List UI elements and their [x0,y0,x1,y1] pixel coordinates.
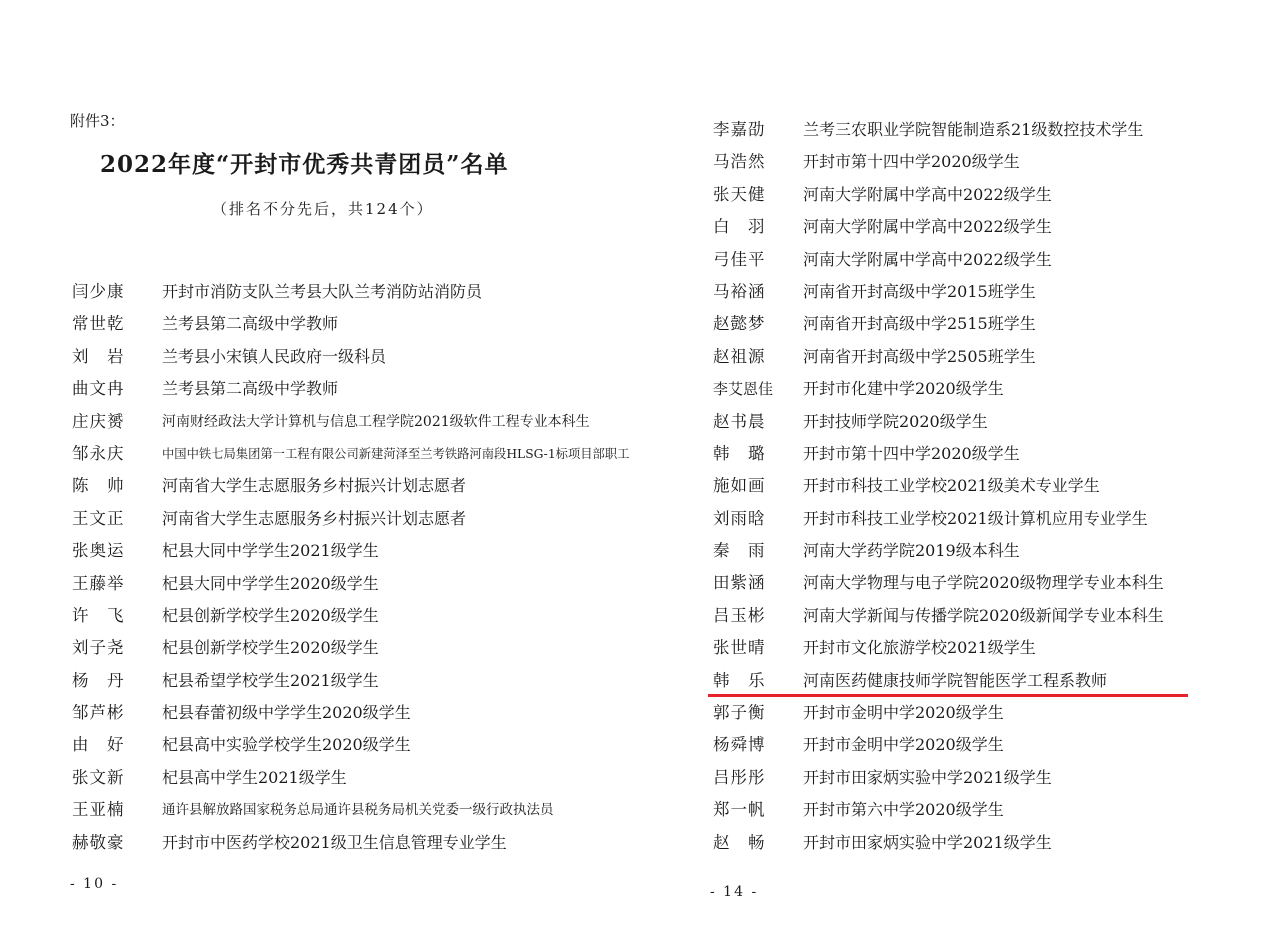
honoree-name: 郭子衡 [713,703,766,723]
list-item [72,729,629,761]
honoree-name: 李嘉劭 [713,120,766,139]
honoree-organization: 河南省大学生志愿服务乡村振兴计划志愿者 [162,508,467,528]
honoree-name: 吕玉彬 [713,605,766,625]
list-item [72,276,629,308]
honoree-organization: 兰考县第二高级中学教师 [162,314,339,334]
honoree-organization: 开封市化建中学2020级学生 [803,379,1004,399]
honoree-organization: 开封技师学院2020级学生 [803,411,988,431]
honoree-name: 杨舜博 [713,735,766,755]
honoree-name: 施如画 [713,476,766,496]
list-item [72,341,629,373]
honoree-name: 马浩然 [713,152,766,172]
honoree-name: 张世晴 [713,638,766,658]
list-item [72,535,629,567]
red-underline-annotation [708,694,1188,697]
honoree-organization: 开封市科技工业学校2021级计算机应用专业学生 [803,508,1148,528]
list-item [713,470,1164,502]
honoree-name: 庄庆赟 [72,411,125,431]
list-item [72,470,629,502]
honoree-name: 张文新 [72,767,125,787]
honoree-organization: 开封市消防支队兰考县大队兰考消防站消防员 [162,282,483,301]
page-number: - 10 - [70,876,119,892]
honoree-name: 吕彤彤 [713,767,766,787]
honoree-organization: 河南省开封高级中学2515班学生 [803,314,1036,334]
list-item [713,276,1164,308]
honoree-organization: 开封市第十四中学2020级学生 [803,152,1020,172]
document-title: 2022年度“开封市优秀共青团员”名单 [100,151,509,178]
honoree-name: 由 好 [72,735,125,755]
honoree-organization: 河南财经政法大学计算机与信息工程学院2021级软件工程专业本科生 [162,413,590,430]
honoree-organization: 开封市科技工业学校2021级美术专业学生 [803,476,1100,496]
honoree-name: 王亚楠 [72,800,125,820]
list-item [72,762,629,794]
list-item [72,827,629,859]
honoree-organization: 河南大学附属中学高中2022级学生 [803,249,1052,269]
honoree-organization: 河南大学附属中学高中2022级学生 [803,184,1052,204]
honoree-name: 李艾恩佳 [713,380,774,399]
honoree-name: 陈 帅 [72,476,125,496]
list-item [72,406,629,438]
honoree-organization: 开封市田家炳实验中学2021级学生 [803,767,1052,787]
list-item [713,373,1164,405]
honoree-organization: 开封市第六中学2020级学生 [803,800,1004,820]
list-item [713,146,1164,178]
honoree-organization: 杞县大同中学学生2021级学生 [162,541,379,561]
honoree-name: 刘 岩 [72,346,125,366]
honoree-organization: 河南大学新闻与传播学院2020级新闻学专业本科生 [803,605,1164,625]
honoree-name: 刘子尧 [72,638,125,658]
list-item [713,114,1164,146]
right-page [640,0,1267,950]
honoree-organization: 中国中铁七局集团第一工程有限公司新建菏泽至兰考铁路河南段HLSG-1标项目部职工 [162,446,630,461]
honoree-organization: 杞县春蕾初级中学学生2020级学生 [162,703,411,723]
honoree-name: 张天健 [713,184,766,204]
honoree-organization: 河南省大学生志愿服务乡村振兴计划志愿者 [162,476,467,496]
list-item [713,567,1164,599]
list-item [713,697,1164,729]
annex-label: 附件3： [70,112,125,130]
list-item [713,308,1164,340]
honoree-organization: 河南医药健康技师学院智能医学工程系教师 [803,670,1108,690]
honoree-organization: 杞县创新学校学生2020级学生 [162,638,379,658]
list-item [72,665,629,697]
honoree-name: 弓佳平 [713,249,766,269]
honoree-name: 张奥运 [72,541,125,561]
honoree-organization: 杞县大同中学学生2020级学生 [162,573,379,593]
list-item [72,503,629,535]
list-item [72,600,629,632]
honoree-name: 邹芦彬 [72,703,125,723]
honoree-name: 韩 璐 [713,443,766,463]
honoree-name: 赵懿梦 [713,314,766,334]
honoree-organization: 开封市第十四中学2020级学生 [803,443,1020,463]
list-item [713,244,1164,276]
honoree-organization: 河南省开封高级中学2505班学生 [803,346,1036,366]
honoree-name: 白 羽 [713,217,766,237]
list-item [713,794,1164,826]
honoree-name: 赵 畅 [713,832,766,852]
honoree-organization: 通许县解放路国家税务总局通许县税务局机关党委一级行政执法员 [162,802,554,819]
list-item [713,729,1164,761]
list-item [72,373,629,405]
honoree-name: 常世乾 [72,314,125,334]
honoree-organization: 开封市中医药学校2021级卫生信息管理专业学生 [162,832,507,852]
honoree-organization: 河南大学附属中学高中2022级学生 [803,217,1052,237]
list-item [713,600,1164,632]
list-item [72,697,629,729]
list-item [713,535,1164,567]
honoree-name: 刘雨晗 [713,508,766,528]
honoree-name: 邹永庆 [72,443,125,463]
list-item [72,794,629,826]
list-item [713,827,1164,859]
honoree-name: 许 飞 [72,605,125,625]
honoree-name: 马裕涵 [713,281,766,301]
honoree-organization: 杞县高中实验学校学生2020级学生 [162,735,411,755]
honoree-list-left [72,276,629,859]
honoree-name: 王文正 [72,508,125,528]
list-item [713,406,1164,438]
honoree-organization: 兰考县第二高级中学教师 [162,379,339,399]
honoree-organization: 河南省开封高级中学2015班学生 [803,281,1036,301]
honoree-name: 赫敬豪 [72,832,125,852]
honoree-name: 闫少康 [72,282,125,301]
list-item [713,179,1164,211]
honoree-organization: 杞县创新学校学生2020级学生 [162,605,379,625]
list-item [72,568,629,600]
list-item [72,632,629,664]
honoree-name: 王藤举 [72,573,125,593]
honoree-organization: 杞县希望学校学生2021级学生 [162,670,379,690]
list-item [713,762,1164,794]
honoree-name: 秦 雨 [713,541,766,561]
honoree-name: 郑一帆 [713,800,766,820]
honoree-organization: 兰考县小宋镇人民政府一级科员 [162,346,387,366]
honoree-organization: 开封市田家炳实验中学2021级学生 [803,832,1052,852]
highlighted-list-item [713,665,1164,697]
list-item [713,503,1164,535]
list-item [713,211,1164,243]
list-item [713,438,1164,470]
honoree-name: 杨 丹 [72,670,125,690]
honoree-organization: 河南大学物理与电子学院2020级物理学专业本科生 [803,573,1164,593]
list-item [72,438,629,470]
honoree-name: 赵书晨 [713,411,766,431]
honoree-name: 赵祖源 [713,346,766,366]
list-item [713,632,1164,664]
list-item [713,341,1164,373]
honoree-organization: 兰考三农职业学院智能制造系21级数控技术学生 [803,120,1144,139]
honoree-organization: 河南大学药学院2019级本科生 [803,541,1020,561]
honoree-list-right [713,114,1164,859]
honoree-name: 曲文冉 [72,379,125,399]
honoree-organization: 杞县高中学生2021级学生 [162,767,347,787]
honoree-name: 田紫涵 [713,573,766,593]
honoree-name: 韩 乐 [713,670,766,690]
document-subtitle: （排名不分先后，共124个） [212,200,434,218]
list-item [72,308,629,340]
honoree-organization: 开封市金明中学2020级学生 [803,703,1004,723]
page-number: - 14 - [710,884,759,900]
honoree-organization: 开封市金明中学2020级学生 [803,735,1004,755]
honoree-organization: 开封市文化旅游学校2021级学生 [803,638,1036,658]
